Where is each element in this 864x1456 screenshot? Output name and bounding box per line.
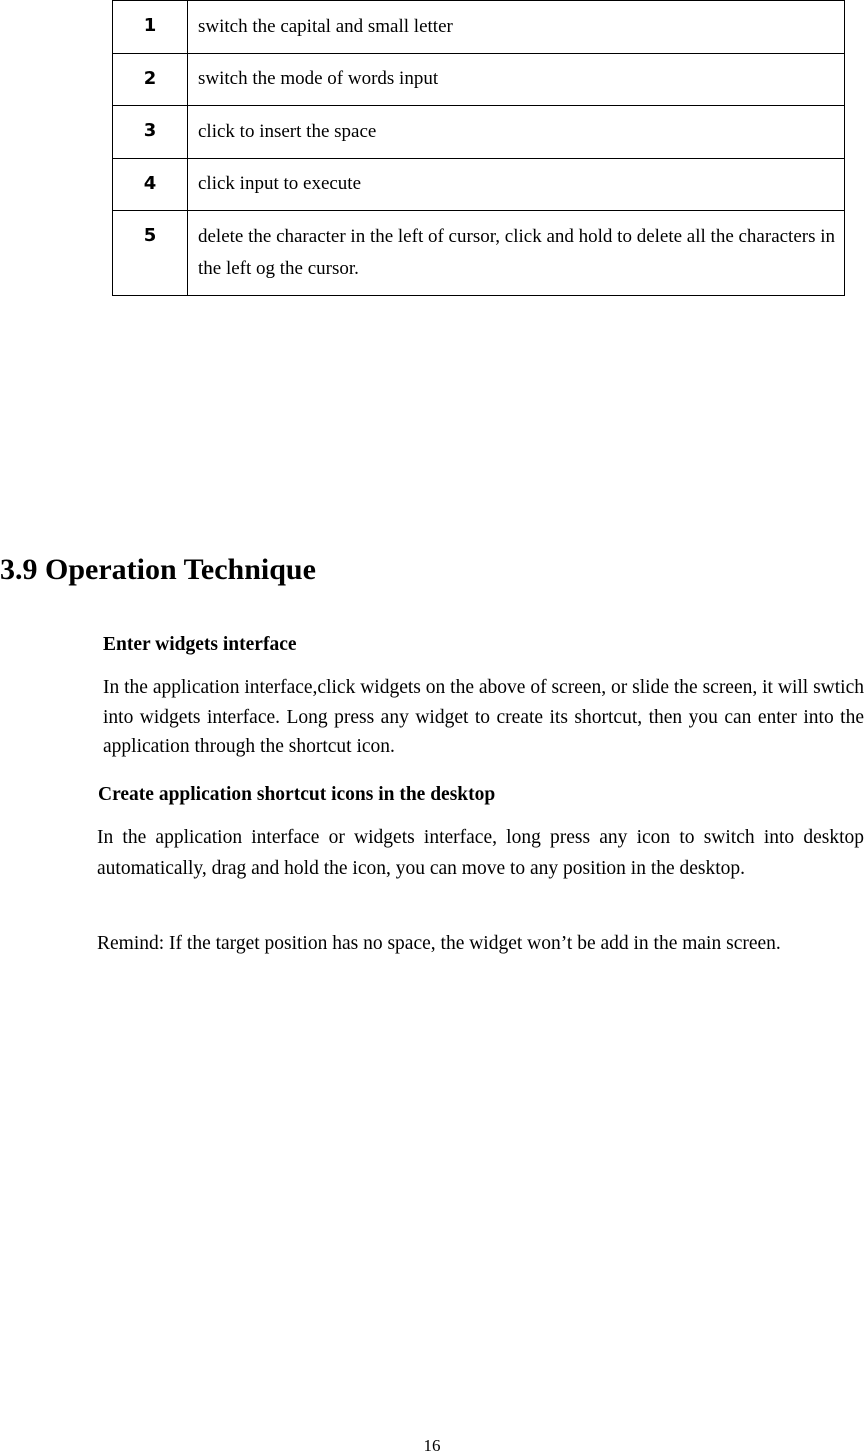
key-description: switch the mode of words input (188, 53, 845, 106)
paragraph-create-shortcut: In the application interface or widgets interface, long press any icon to switch into desktop automatically, drag and hold the icon, you can move to any position in the desktop. (97, 827, 864, 879)
table-row (113, 53, 845, 106)
key-number: 2 (113, 53, 188, 106)
table-row (113, 106, 845, 159)
key-number: 5 (113, 211, 188, 296)
key-description: switch the capital and small letter (188, 1, 845, 54)
paragraph-remind: Remind: If the target position has no space, the widget won’t be add in the main screen. (97, 933, 781, 954)
table-row (113, 1, 845, 54)
key-number: 1 (113, 1, 188, 54)
section-title: 3.9 Operation Technique (0, 553, 316, 586)
subheading-enter-widgets: Enter widgets interface (103, 634, 297, 655)
key-description: delete the character in the left of cursor, click and hold to delete all the characters in the left og the cursor. (188, 211, 845, 296)
page-number: 16 (423, 1436, 441, 1455)
subheading-create-shortcut: Create application shortcut icons in the desktop (98, 784, 496, 805)
key-number: 3 (113, 106, 188, 159)
table-row (113, 158, 845, 211)
key-function-table (112, 0, 845, 296)
key-number: 4 (113, 158, 188, 211)
key-description: click to insert the space (188, 106, 845, 159)
paragraph-enter-widgets: In the application interface,click widgets on the above of screen, or slide the screen, it will swtich into widgets interface. Long press any widget to create its shortcut, then you can enter into the application through the shortcut icon. (103, 677, 864, 757)
key-description: click input to execute (188, 158, 845, 211)
table-row (113, 211, 845, 296)
